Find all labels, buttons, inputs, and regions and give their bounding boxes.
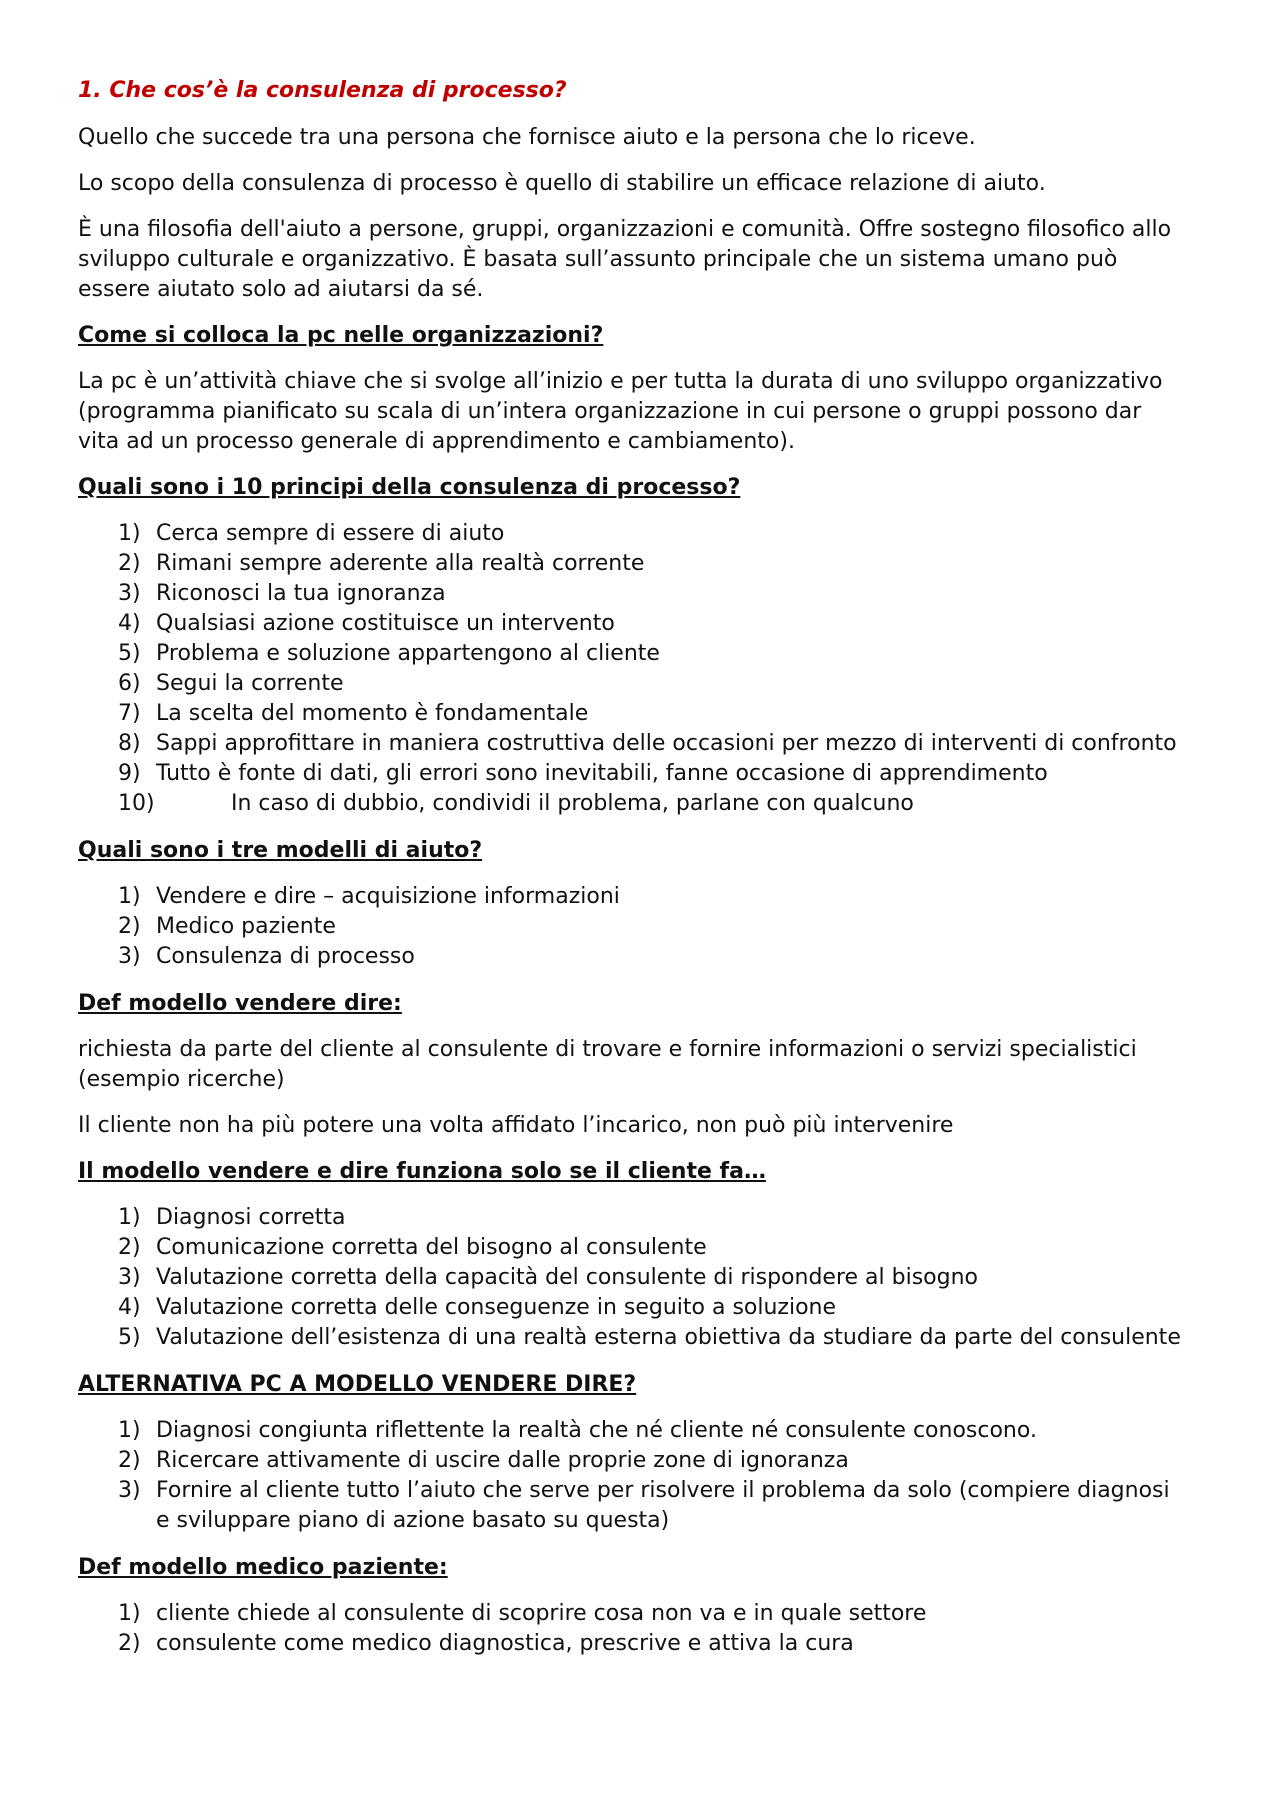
list-number: 5) — [118, 641, 141, 666]
list-item — [78, 1323, 1188, 1353]
list-text: cliente chiede al consulente di scoprire cosa non va e in quale settore — [156, 1601, 927, 1626]
list-text: Ricercare attivamente di uscire dalle proprie zone di ignoranza — [156, 1448, 849, 1473]
list-number: 1) — [118, 521, 141, 546]
list-item — [78, 579, 1188, 609]
list-text: Medico paziente — [156, 914, 336, 939]
list-item — [78, 1263, 1188, 1293]
document-page — [78, 76, 1188, 1676]
list-text: Riconosci la tua ignoranza — [156, 581, 446, 606]
list-item — [78, 1203, 1188, 1233]
section-paragraph: La pc è un’attività chiave che si svolge all’inizio e per tutta la durata di uno sviluppo organizzativo (programma pianificato su scala di un’intera organizzazione in cui persone o gruppi possono dar vita ad un processo generale di apprendimento e cambiamento). — [78, 369, 1163, 454]
section-heading-principi: Quali sono i 10 principi della consulenza di processo? — [78, 475, 741, 500]
list-number: 2) — [118, 1235, 141, 1260]
list-number: 10) — [118, 791, 155, 816]
list-number: 4) — [118, 611, 141, 636]
funziona-list — [78, 1203, 1188, 1353]
section-paragraph: Il cliente non ha più potere una volta affidato l’incarico, non può più intervenire — [78, 1113, 954, 1138]
list-text: Cerca sempre di essere di aiuto — [156, 521, 505, 546]
document-title: 1. Che cos’è la consulenza di processo? — [78, 78, 567, 103]
list-number: 3) — [118, 944, 141, 969]
list-number: 7) — [118, 701, 141, 726]
list-number: 1) — [118, 1205, 141, 1230]
list-item — [78, 759, 1188, 789]
list-text: Problema e soluzione appartengono al cliente — [156, 641, 660, 666]
section-heading-medico-paziente: Def modello medico paziente: — [78, 1555, 448, 1580]
modelli-list — [78, 882, 1188, 972]
list-item — [78, 1446, 1188, 1476]
list-number: 1) — [118, 1601, 141, 1626]
list-text: Tutto è fonte di dati, gli errori sono inevitabili, fanne occasione di apprendimento — [156, 761, 1048, 786]
list-text: consulente come medico diagnostica, prescrive e attiva la cura — [156, 1631, 854, 1656]
list-item — [78, 1293, 1188, 1323]
list-text: Diagnosi corretta — [156, 1205, 346, 1230]
list-number: 2) — [118, 551, 141, 576]
list-number: 6) — [118, 671, 141, 696]
list-text: Consulenza di processo — [156, 944, 415, 969]
list-number: 9) — [118, 761, 141, 786]
list-number: 2) — [118, 1448, 141, 1473]
list-number: 3) — [118, 1478, 141, 1503]
list-text: In caso di dubbio, condividi il problema, parlane con qualcuno — [231, 791, 914, 816]
list-number: 8) — [118, 731, 141, 756]
list-number: 3) — [118, 581, 141, 606]
principi-list — [78, 519, 1188, 819]
list-item — [78, 1416, 1188, 1446]
list-number: 2) — [118, 914, 141, 939]
list-item — [78, 1476, 1188, 1536]
list-number: 5) — [118, 1325, 141, 1350]
medico-paziente-list — [78, 1599, 1188, 1659]
list-number: 3) — [118, 1265, 141, 1290]
intro-paragraph: È una filosofia dell'aiuto a persone, gruppi, organizzazioni e comunità. Offre sostegno filosofico allo sviluppo culturale e organizzativo. È basata sull’assunto principale che un sistema umano può essere aiutato solo ad aiutarsi da sé. — [78, 217, 1172, 302]
list-item — [78, 669, 1188, 699]
list-text: Fornire al cliente tutto l’aiuto che serve per risolvere il problema da solo (compiere diagnosi e sviluppare piano di azione basato su questa) — [156, 1478, 1170, 1533]
list-text: Qualsiasi azione costituisce un intervento — [156, 611, 615, 636]
list-number: 1) — [118, 884, 141, 909]
list-number: 4) — [118, 1295, 141, 1320]
list-text: Valutazione corretta della capacità del consulente di rispondere al bisogno — [156, 1265, 979, 1290]
list-number: 2) — [118, 1631, 141, 1656]
list-item — [78, 789, 1188, 819]
list-text: Sappi approfittare in maniera costruttiva delle occasioni per mezzo di interventi di confronto — [156, 731, 1177, 756]
list-item — [78, 549, 1188, 579]
list-item — [78, 729, 1188, 759]
list-item — [78, 639, 1188, 669]
list-text: Valutazione dell’esistenza di una realtà esterna obiettiva da studiare da parte del consulente — [156, 1325, 1181, 1350]
list-text: Vendere e dire – acquisizione informazioni — [156, 884, 620, 909]
list-text: La scelta del momento è fondamentale — [156, 701, 589, 726]
section-heading-funziona: Il modello vendere e dire funziona solo se il cliente fa… — [78, 1159, 766, 1184]
list-text: Diagnosi congiunta riflettente la realtà che né cliente né consulente conoscono. — [156, 1418, 1037, 1443]
list-item — [78, 1233, 1188, 1263]
section-heading-vendere-dire: Def modello vendere dire: — [78, 991, 402, 1016]
section-heading-alternativa: ALTERNATIVA PC A MODELLO VENDERE DIRE? — [78, 1372, 637, 1397]
intro-paragraph: Quello che succede tra una persona che fornisce aiuto e la persona che lo riceve. — [78, 125, 976, 150]
list-text: Rimani sempre aderente alla realtà corrente — [156, 551, 645, 576]
list-text: Valutazione corretta delle conseguenze in seguito a soluzione — [156, 1295, 837, 1320]
list-item — [78, 519, 1188, 549]
section-heading-colloca: Come si colloca la pc nelle organizzazioni? — [78, 323, 604, 348]
list-item — [78, 609, 1188, 639]
list-item — [78, 942, 1188, 972]
section-paragraph: richiesta da parte del cliente al consulente di trovare e fornire informazioni o servizi specialistici (esempio ricerche) — [78, 1037, 1137, 1092]
intro-paragraph: Lo scopo della consulenza di processo è quello di stabilire un efficace relazione di aiuto. — [78, 171, 1046, 196]
list-item — [78, 699, 1188, 729]
list-number: 1) — [118, 1418, 141, 1443]
list-text: Comunicazione corretta del bisogno al consulente — [156, 1235, 707, 1260]
list-item — [78, 912, 1188, 942]
list-item — [78, 1599, 1188, 1629]
list-item — [78, 882, 1188, 912]
list-text: Segui la corrente — [156, 671, 344, 696]
alternativa-list — [78, 1416, 1188, 1536]
section-heading-modelli: Quali sono i tre modelli di aiuto? — [78, 838, 483, 863]
list-item — [78, 1629, 1188, 1659]
